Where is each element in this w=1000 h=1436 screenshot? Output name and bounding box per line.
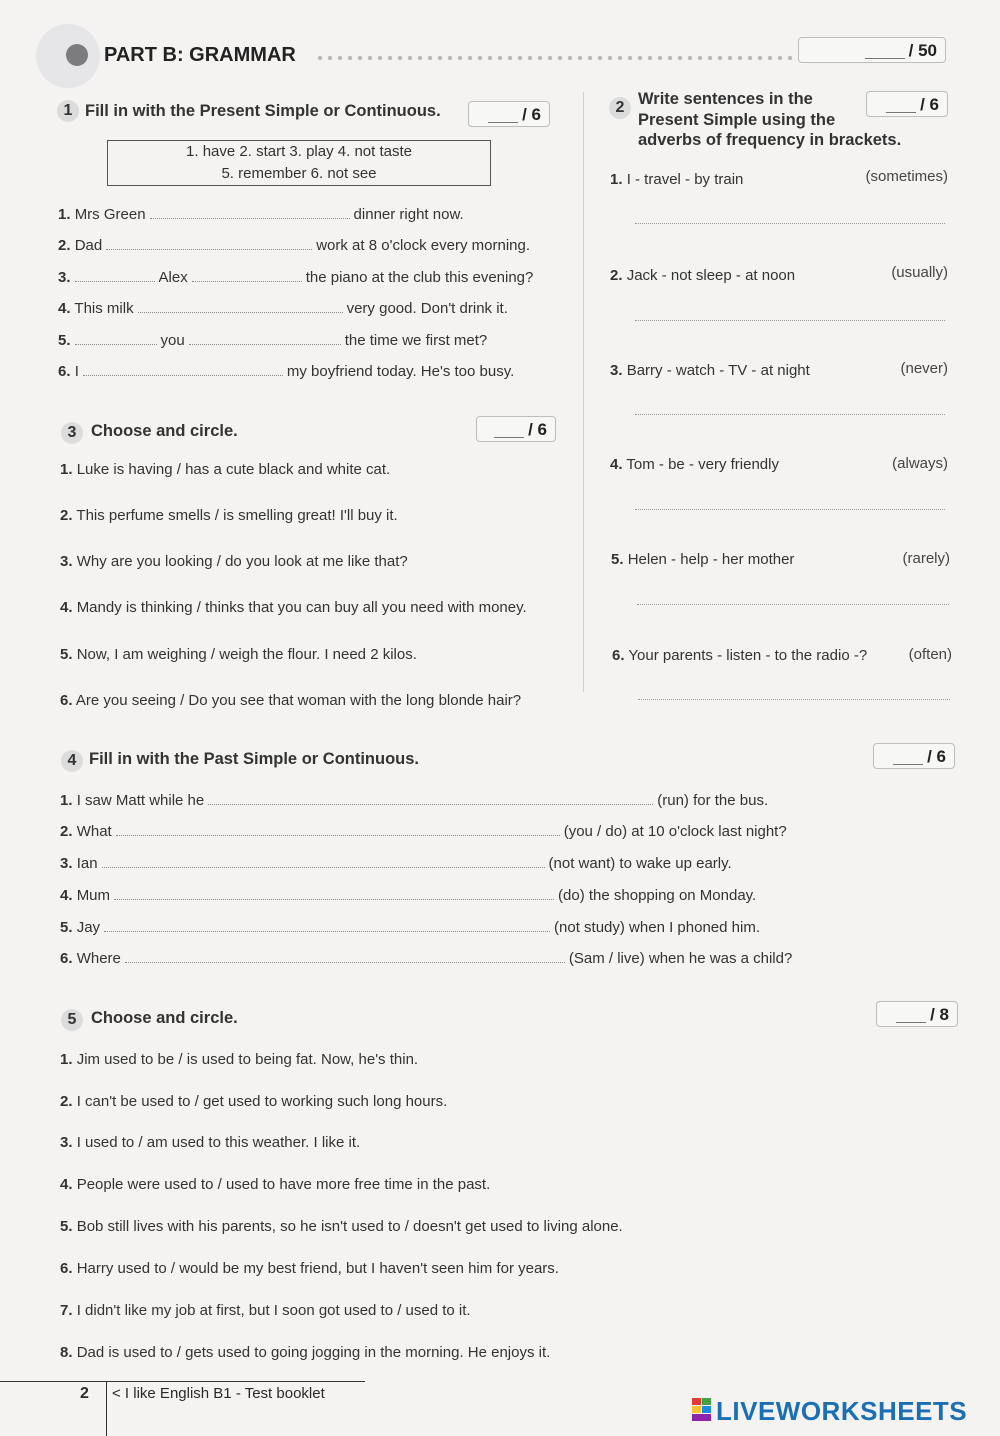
- section1-score-box[interactable]: [468, 101, 550, 127]
- page-number: 2: [80, 1385, 89, 1402]
- section1-item: 1. Mrs Green dinner right now.: [58, 206, 464, 223]
- section4-title: Fill in with the Past Simple or Continuous.: [89, 750, 420, 768]
- section5-item[interactable]: 5. Bob still lives with his parents, so he isn't used to / doesn't get used to living alone.: [60, 1218, 623, 1235]
- word-box-row2: 5. remember 6. not see: [221, 165, 377, 182]
- section5-item[interactable]: 7. I didn't like my job at first, but I soon got used to / used to it.: [60, 1302, 471, 1319]
- section1-item: 5. you the time we first met?: [58, 332, 488, 349]
- watermark-logo[interactable]: LIVEWORKSHEETS: [716, 1396, 968, 1426]
- booklet-title: < I like English B1 - Test booklet: [112, 1385, 325, 1402]
- section4-score-box[interactable]: [873, 743, 955, 769]
- section2-title-line1: Write sentences in the: [638, 90, 813, 108]
- section2-title-line3: adverbs of frequency in brackets.: [638, 131, 902, 149]
- answer-line[interactable]: [635, 413, 945, 415]
- section5-item[interactable]: 3. I used to / am used to this weather. I like it.: [60, 1134, 361, 1151]
- section3-number: 3: [61, 422, 83, 444]
- frequency-hint: (rarely): [902, 550, 950, 567]
- answer-blank[interactable]: [189, 332, 341, 345]
- section5-score-box[interactable]: [876, 1001, 958, 1027]
- frequency-hint: (often): [908, 646, 952, 663]
- section3-item[interactable]: 6. Are you seeing / Do you see that woman with the long blonde hair?: [60, 692, 522, 709]
- section1-score: / 6: [522, 105, 541, 124]
- answer-line[interactable]: [635, 222, 945, 224]
- section3-item[interactable]: 5. Now, I am weighing / weigh the flour. I need 2 kilos.: [60, 646, 417, 663]
- section5-score: / 8: [930, 1005, 949, 1024]
- answer-blank[interactable]: [114, 887, 554, 900]
- section4-item: 2. What (you / do) at 10 o'clock last night?: [60, 823, 787, 840]
- section5-item[interactable]: 4. People were used to / used to have more free time in the past.: [60, 1176, 491, 1193]
- section2-item: 5. Helen - help - her mother: [611, 551, 795, 568]
- section4-item: 4. Mum (do) the shopping on Monday.: [60, 887, 757, 904]
- answer-blank[interactable]: [116, 823, 560, 836]
- word-box: [107, 140, 491, 186]
- section3-item[interactable]: 1. Luke is having / has a cute black and white cat.: [60, 461, 391, 478]
- frequency-hint: (always): [892, 455, 948, 472]
- section4-item: 3. Ian (not want) to wake up early.: [60, 855, 732, 872]
- section4-item: 5. Jay (not study) when I phoned him.: [60, 919, 760, 936]
- liveworksheets-logo-icon: [692, 1398, 712, 1422]
- part-bullet-icon: [66, 44, 88, 66]
- section2-item: 3. Barry - watch - TV - at night: [610, 362, 810, 379]
- footer-rule: [0, 1381, 365, 1382]
- frequency-hint: (sometimes): [865, 168, 948, 185]
- part-score-box[interactable]: [798, 37, 946, 63]
- section2-item: 4. Tom - be - very friendly: [610, 456, 779, 473]
- section3-item[interactable]: 2. This perfume smells / is smelling great! I'll buy it.: [60, 507, 398, 524]
- section1-title: Fill in with the Present Simple or Continuous.: [85, 102, 441, 120]
- frequency-hint: (usually): [891, 264, 948, 281]
- part-title: PART B: GRAMMAR: [104, 44, 296, 66]
- section5-item[interactable]: 6. Harry used to / would be my best friend, but I haven't seen him for years.: [60, 1260, 559, 1277]
- answer-blank[interactable]: [138, 300, 343, 313]
- column-divider: [583, 92, 584, 692]
- section3-item[interactable]: 3. Why are you looking / do you look at me like that?: [60, 553, 408, 570]
- frequency-hint: (never): [900, 360, 948, 377]
- section2-score-box[interactable]: [866, 91, 948, 117]
- section1-item: 2. Dad work at 8 o'clock every morning.: [58, 237, 530, 254]
- word-box-row1: 1. have 2. start 3. play 4. not taste: [186, 143, 412, 160]
- section3-title: Choose and circle.: [91, 422, 238, 440]
- section3-item[interactable]: 4. Mandy is thinking / thinks that you can buy all you need with money.: [60, 599, 527, 616]
- answer-line[interactable]: [635, 508, 945, 510]
- answer-blank[interactable]: [83, 363, 283, 376]
- answer-line[interactable]: [638, 698, 950, 700]
- answer-blank[interactable]: [106, 237, 312, 250]
- answer-blank[interactable]: [125, 950, 565, 963]
- section1-item: 3. Alex the piano at the club this evening?: [58, 269, 534, 286]
- section2-number: 2: [609, 97, 631, 119]
- answer-blank[interactable]: [150, 206, 350, 219]
- section5-item[interactable]: 8. Dad is used to / gets used to going jogging in the morning. He enjoys it.: [60, 1344, 551, 1361]
- section1-item: 6. I my boyfriend today. He's too busy.: [58, 363, 515, 380]
- section5-title: Choose and circle.: [91, 1009, 238, 1027]
- dotted-leader: [315, 54, 795, 62]
- section5-number: 5: [61, 1009, 83, 1031]
- section1-number: 1: [57, 100, 79, 122]
- answer-blank[interactable]: [104, 919, 550, 932]
- answer-blank[interactable]: [208, 792, 653, 805]
- footer-divider: [106, 1381, 107, 1436]
- part-score: / 50: [908, 41, 937, 60]
- section2-item: 1. I - travel - by train: [610, 171, 744, 188]
- answer-blank[interactable]: [102, 855, 545, 868]
- section3-score-box[interactable]: [476, 416, 556, 442]
- section3-score: / 6: [528, 420, 547, 439]
- section2-item: 2. Jack - not sleep - at noon: [610, 267, 796, 284]
- section5-item[interactable]: 2. I can't be used to / get used to working such long hours.: [60, 1093, 448, 1110]
- answer-line[interactable]: [635, 319, 945, 321]
- section2-title-line2: Present Simple using the: [638, 111, 836, 129]
- section4-number: 4: [61, 750, 83, 772]
- section5-item[interactable]: 1. Jim used to be / is used to being fat. Now, he's thin.: [60, 1051, 419, 1068]
- section4-score: / 6: [927, 747, 946, 766]
- section2-item: 6. Your parents - listen - to the radio -?: [612, 647, 868, 664]
- answer-blank[interactable]: [75, 269, 155, 282]
- answer-line[interactable]: [637, 603, 949, 605]
- answer-blank[interactable]: [75, 332, 157, 345]
- section2-score: / 6: [920, 95, 939, 114]
- section4-item: 1. I saw Matt while he (run) for the bus.: [60, 792, 769, 809]
- section4-item: 6. Where (Sam / live) when he was a child?: [60, 950, 793, 967]
- section1-item: 4. This milk very good. Don't drink it.: [58, 300, 508, 317]
- answer-blank[interactable]: [192, 269, 302, 282]
